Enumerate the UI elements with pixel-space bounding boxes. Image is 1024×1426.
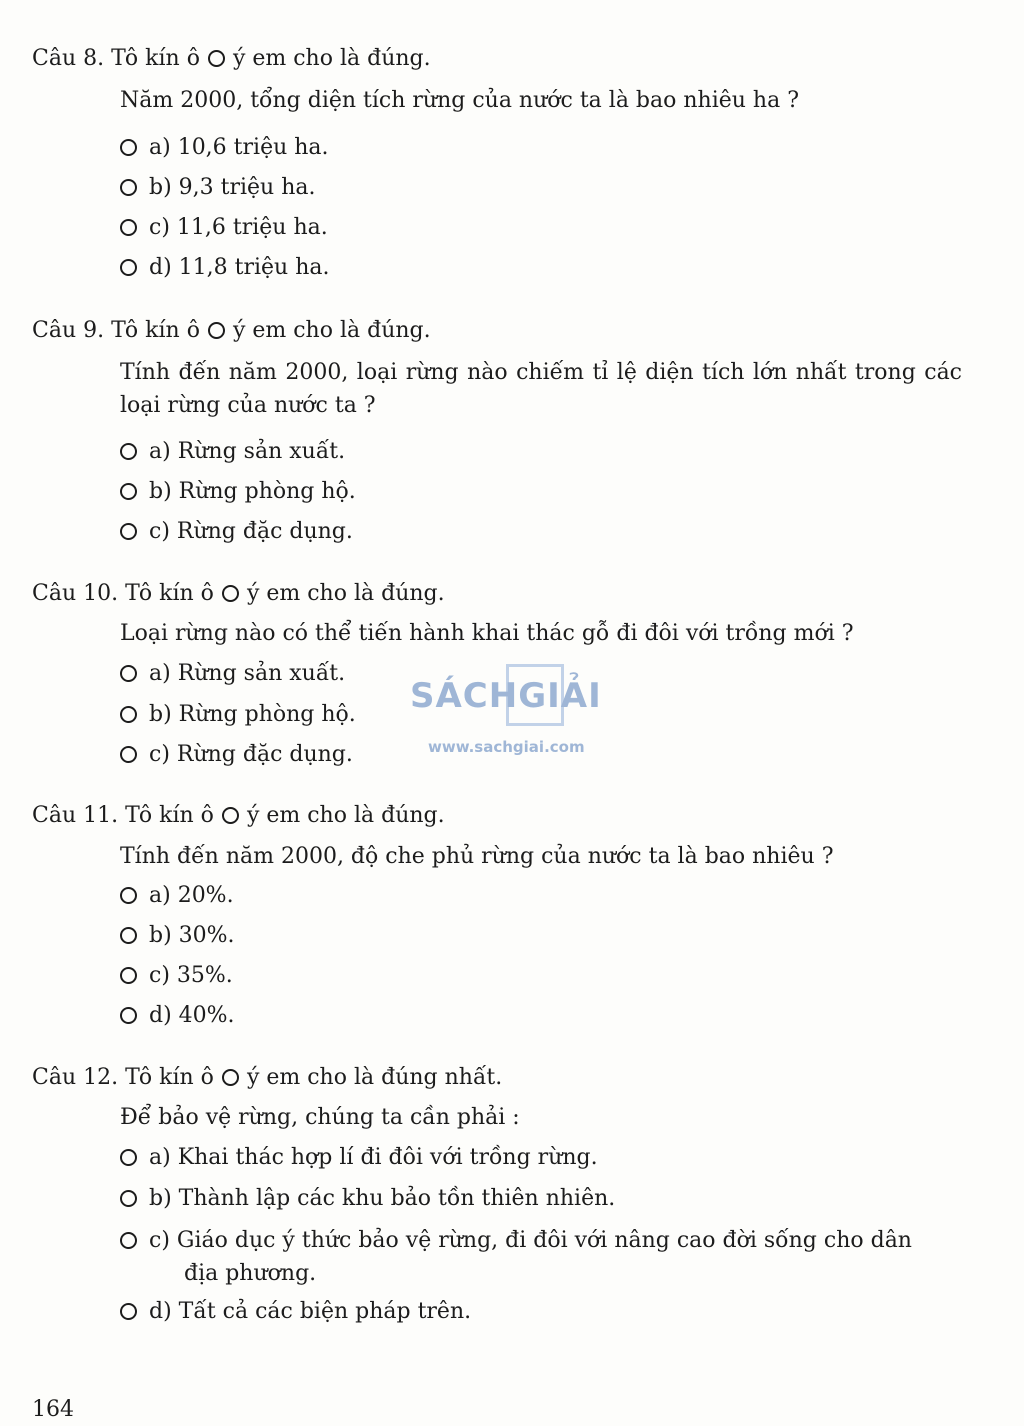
answer-option[interactable]: a) 10,6 triệu ha. [120, 133, 329, 163]
question-stem: Câu 11. Tô kín ô ý em cho là đúng. [32, 803, 445, 828]
answer-option[interactable]: c) 11,6 triệu ha. [120, 213, 328, 243]
answer-circle-icon[interactable] [120, 219, 137, 236]
answer-option[interactable]: b) Rừng phòng hộ. [120, 477, 356, 507]
answer-circle-icon[interactable] [120, 259, 137, 276]
answer-option[interactable]: a) 20%. [120, 881, 234, 911]
circle-icon [208, 50, 225, 67]
answer-circle-icon[interactable] [120, 665, 137, 682]
answer-circle-icon[interactable] [120, 927, 137, 944]
answer-option[interactable]: a) Rừng sản xuất. [120, 437, 345, 467]
circle-icon [222, 1069, 239, 1086]
answer-circle-icon[interactable] [120, 887, 137, 904]
answer-circle-icon[interactable] [120, 1232, 137, 1249]
watermark-url: www.sachgiai.com [428, 738, 585, 756]
question-prompt: Loại rừng nào có thể tiến hành khai thác gỗ đi đôi với trồng mới ? [120, 621, 854, 646]
question-prompt: Tính đến năm 2000, loại rừng nào chiếm tỉ lệ diện tích lớn nhất trong các loại rừng của nước ta ? [120, 360, 962, 418]
answer-option[interactable]: c) Rừng đặc dụng. [120, 740, 353, 770]
answer-circle-icon[interactable] [120, 443, 137, 460]
answer-circle-icon[interactable] [120, 1149, 137, 1166]
question-prompt: Năm 2000, tổng diện tích rừng của nước ta là bao nhiêu ha ? [120, 88, 799, 113]
circle-icon [208, 322, 225, 339]
question-stem: Câu 12. Tô kín ô ý em cho là đúng nhất. [32, 1065, 503, 1090]
answer-option[interactable]: c) 35%. [120, 961, 233, 991]
answer-circle-icon[interactable] [120, 1190, 137, 1207]
question-prompt: Tính đến năm 2000, độ che phủ rừng của nước ta là bao nhiêu ? [120, 844, 834, 869]
answer-circle-icon[interactable] [120, 1303, 137, 1320]
question-stem: Câu 8. Tô kín ô ý em cho là đúng. [32, 46, 431, 71]
answer-option[interactable]: d) Tất cả các biện pháp trên. [120, 1297, 471, 1327]
answer-circle-icon[interactable] [120, 706, 137, 723]
answer-circle-icon[interactable] [120, 483, 137, 500]
page-number: 164 [32, 1397, 74, 1422]
watermark-logo: SÁCHGIẢI [410, 676, 602, 716]
answer-option[interactable]: d) 40%. [120, 1001, 235, 1031]
answer-circle-icon[interactable] [120, 1007, 137, 1024]
answer-circle-icon[interactable] [120, 139, 137, 156]
circle-icon [222, 585, 239, 602]
answer-option[interactable]: b) 9,3 triệu ha. [120, 173, 316, 203]
circle-icon [222, 807, 239, 824]
question-stem: Câu 9. Tô kín ô ý em cho là đúng. [32, 318, 431, 343]
question-stem: Câu 10. Tô kín ô ý em cho là đúng. [32, 581, 445, 606]
answer-option[interactable]: b) Rừng phòng hộ. [120, 700, 356, 730]
question-prompt: Để bảo vệ rừng, chúng ta cần phải : [120, 1105, 520, 1130]
answer-option[interactable]: a) Rừng sản xuất. [120, 659, 345, 689]
answer-option[interactable]: b) 30%. [120, 921, 235, 951]
answer-circle-icon[interactable] [120, 967, 137, 984]
watermark [410, 664, 620, 764]
answer-option[interactable]: c) Rừng đặc dụng. [120, 517, 353, 547]
answer-circle-icon[interactable] [120, 179, 137, 196]
answer-option[interactable]: a) Khai thác hợp lí đi đôi với trồng rừng. [120, 1143, 598, 1173]
answer-option[interactable]: b) Thành lập các khu bảo tồn thiên nhiên. [120, 1184, 615, 1214]
answer-circle-icon[interactable] [120, 523, 137, 540]
answer-circle-icon[interactable] [120, 746, 137, 763]
answer-option[interactable]: d) 11,8 triệu ha. [120, 253, 330, 283]
answer-option[interactable]: c) Giáo dục ý thức bảo vệ rừng, đi đôi với nâng cao đời sống cho dân địa phương. [120, 1224, 962, 1290]
